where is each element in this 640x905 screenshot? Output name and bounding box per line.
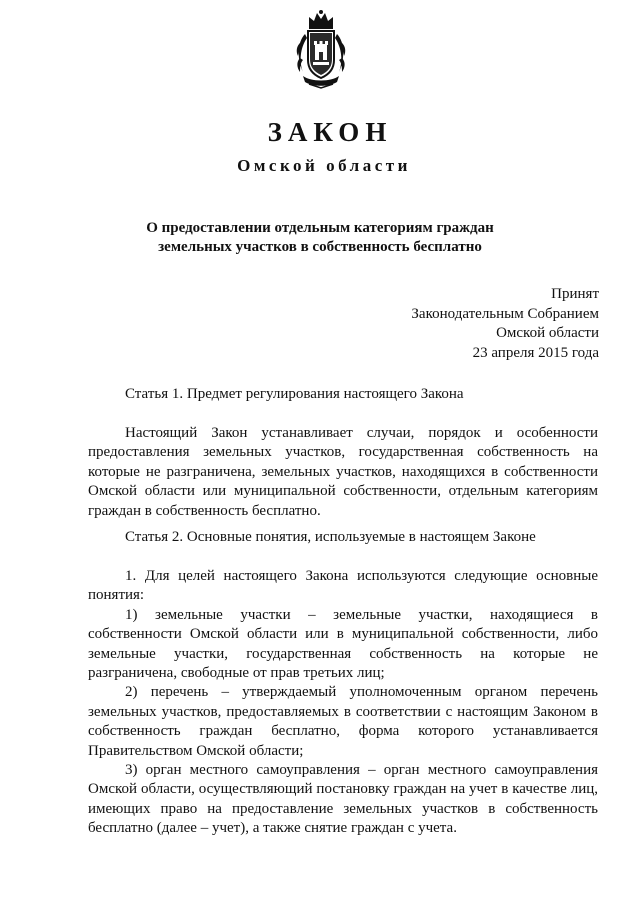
adoption-block <box>411 285 599 363</box>
adoption-line: Принят <box>551 286 599 302</box>
article-paragraph: 1) земельные участки – земельные участки, находящиеся в собственности Омской области или в муниципальной собственности, либо земельные участки, государственная собственность на которые не разграничена, свободные от прав третьих лиц; <box>88 606 598 682</box>
article-heading: Статья 2. Основные понятия, используемые в настоящем Законе <box>125 529 536 545</box>
article-paragraph: 2) перечень – утверждаемый уполномоченным органом перечень земельных участков, предоставляемых в соответствии с настоящим Законом в собственность граждан бесплатно, форма которого устанавливается Правительством Омской области; <box>88 684 598 759</box>
article-heading: Статья 1. Предмет регулирования настоящего Закона <box>125 386 464 402</box>
article-paragraph: Настоящий Закон устанавливает случаи, порядок и особенности предоставления земельных участков, государственная собственность на которые не разграничена, земельных участков, находящихся в собственности Омской области или муниципальной собственности, отдельным категориям граждан в собственность бесплатно. <box>88 425 598 519</box>
adoption-line: Омской области <box>496 325 599 341</box>
document-title: ЗАКОН <box>267 117 393 147</box>
article-1-body <box>88 424 598 521</box>
law-subject <box>0 219 640 257</box>
adoption-line: Законодательным Собранием <box>411 305 599 322</box>
article-paragraph: 1. Для целей настоящего Закона используются следующие основные понятия: <box>88 568 598 604</box>
article-1 <box>88 385 598 404</box>
article-2-body <box>88 567 598 839</box>
law-subject-line: О предоставлении отдельным категориям граждан <box>146 220 494 236</box>
document-subtitle: Омской области <box>237 156 411 175</box>
article-2 <box>88 528 598 547</box>
coat-of-arms-emblem <box>295 8 347 90</box>
law-subject-line: земельных участков в собственность бесплатно <box>158 239 482 255</box>
adoption-date: 23 апреля 2015 года <box>472 344 599 361</box>
article-paragraph: 3) орган местного самоуправления – орган местного самоуправления Омской области, осуществляющий постановку граждан на учет в качестве лиц, имеющих право на предоставление земельных участков в собственность бесплатно (далее – учет), а также снятие граждан с учета. <box>88 762 598 837</box>
